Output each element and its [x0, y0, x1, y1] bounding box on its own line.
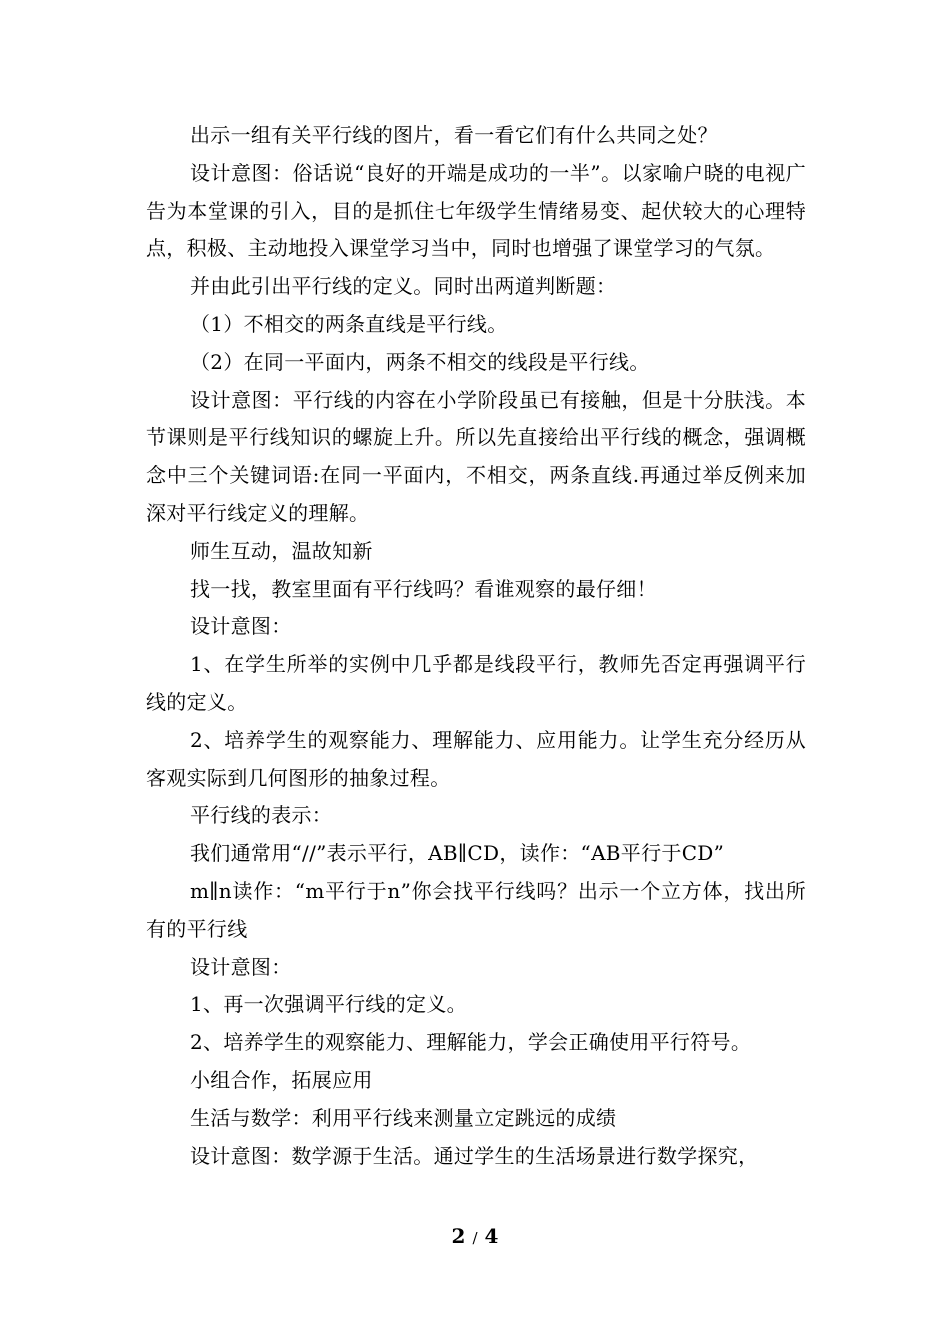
- paragraph: 1、在学生所举的实例中几乎都是线段平行，教师先否定再强调平行线的定义。: [146, 652, 806, 714]
- paragraph: 2、培养学生的观察能力、理解能力、应用能力。让学生充分经历从客观实际到几何图形的抽象过程。: [146, 727, 806, 790]
- paragraph: 并由此引出平行线的定义。同时出两道判断题：: [190, 274, 617, 299]
- paragraph: 1、再一次强调平行线的定义。: [190, 992, 467, 1017]
- page-total: 4: [484, 1224, 499, 1248]
- paragraph: 设计意图：: [190, 954, 292, 979]
- paragraph: 设计意图：平行线的内容在小学阶段虽已有接触，但是十分肤浅。本节课则是平行线知识的螺旋上升。所以先直接给出平行线的概念，强调概念中三个关键词语:在同一平面内，不相交，两条直线.再通过举反例来加深对平行线定义的理解。: [146, 387, 806, 525]
- paragraph: 生活与数学：利用平行线来测量立定跳远的成绩: [190, 1105, 617, 1130]
- paragraph: 找一找，教室里面有平行线吗？看谁观察的最仔细！: [190, 576, 657, 601]
- paragraph: 设计意图：俗话说“良好的开端是成功的一半”。以家喻户晓的电视广告为本堂课的引入，目的是抓住七年级学生情绪易变、起伏较大的心理特点，积极、主动地投入课堂学习当中，同时也增强了课堂学习的气氛。: [146, 160, 806, 261]
- paragraph: （1）不相交的两条直线是平行线。: [190, 311, 508, 336]
- page-current: 2: [451, 1224, 466, 1248]
- paragraph: 我们通常用“//”表示平行，AB∥CD，读作：“AB平行于CD”: [190, 841, 725, 866]
- paragraph: （2）在同一平面内，两条不相交的线段是平行线。: [190, 349, 650, 374]
- paragraph: 2、培养学生的观察能力、理解能力，学会正确使用平行符号。: [190, 1030, 752, 1055]
- paragraph: 设计意图：数学源于生活。通过学生的生活场景进行数学探究，: [190, 1143, 759, 1168]
- paragraph: 小组合作，拓展应用: [190, 1067, 373, 1092]
- paragraph: 师生互动，温故知新: [190, 538, 373, 563]
- page-separator: /: [472, 1229, 478, 1247]
- paragraph: 出示一组有关平行线的图片，看一看它们有什么共同之处？: [190, 123, 718, 147]
- page-number: [0, 1222, 950, 1252]
- document-body: [146, 117, 806, 1175]
- paragraph: m∥n读作：“m平行于n”你会找平行线吗？出示一个立方体，找出所有的平行线: [146, 878, 806, 941]
- paragraph: 平行线的表示：: [190, 803, 333, 828]
- paragraph: 设计意图：: [190, 614, 292, 639]
